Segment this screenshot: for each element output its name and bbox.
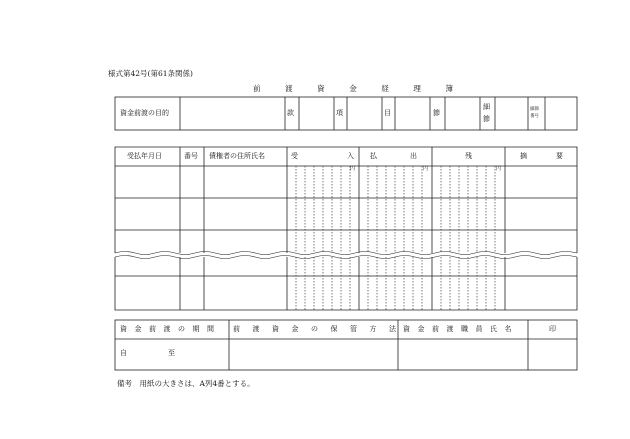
saisetsu-label-2: 節 xyxy=(483,115,490,123)
saisetsu-no-label-2: 番号 xyxy=(530,114,539,119)
header-pay-b: 出 xyxy=(410,152,417,160)
purpose-label: 資金前渡の目的 xyxy=(120,109,169,117)
custody-label: 前渡資金の保管方法 xyxy=(233,325,409,333)
title-char: 経 xyxy=(381,84,389,93)
title-char: 理 xyxy=(413,84,421,93)
title-char: 金 xyxy=(349,84,357,93)
title-char: 渡 xyxy=(285,84,293,93)
remark-note: 備考 用紙の大きさは、A列4番とする。 xyxy=(117,379,255,388)
header-receive-a: 受 xyxy=(291,152,298,160)
yen-unit-pay: 円 xyxy=(423,166,429,172)
saisetsu-label-1: 細 xyxy=(483,103,490,111)
officer-label: 資金前渡職員氏名 xyxy=(403,325,519,333)
kan-label: 款 xyxy=(287,109,294,117)
saisetsu-no-label-1: 細節 xyxy=(530,107,539,112)
header-remarks-b: 要 xyxy=(556,152,563,160)
kou-label: 項 xyxy=(336,109,343,117)
header-creditor: 債権者の住所氏名 xyxy=(209,152,265,160)
to-label: 至 xyxy=(168,349,175,357)
title-char: 簿 xyxy=(445,84,453,93)
header-remarks-a: 摘 xyxy=(520,152,527,160)
header-balance: 残 xyxy=(465,152,472,160)
header-pay-a: 払 xyxy=(370,152,377,160)
header-date: 受払年月日 xyxy=(127,152,162,160)
seal-label: 印 xyxy=(549,325,556,333)
moku-label: 目 xyxy=(384,109,391,117)
header-receive-b: 入 xyxy=(347,152,354,160)
form-number: 様式第42号(第61条関係) xyxy=(108,69,193,78)
from-label: 自 xyxy=(120,349,127,357)
yen-unit-receive: 円 xyxy=(350,166,356,172)
title-char: 前 xyxy=(253,84,261,93)
header-number: 番号 xyxy=(184,152,198,160)
title-char: 資 xyxy=(317,84,325,93)
yen-unit-balance: 円 xyxy=(496,166,502,172)
period-label: 資金前渡の期間 xyxy=(120,325,222,333)
setsu-label: 節 xyxy=(433,109,440,117)
